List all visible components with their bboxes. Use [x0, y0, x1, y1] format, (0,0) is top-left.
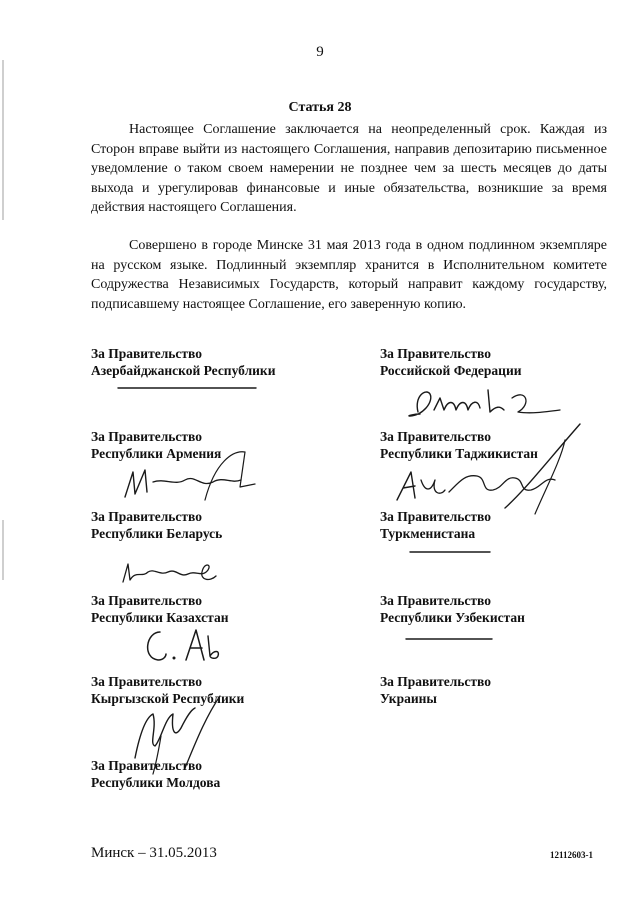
signature-armenia	[105, 442, 265, 512]
article-paragraph: Настоящее Соглашение заключается на неопределенный срок. Каждая из Сторон вправе выйти из настоящего Соглашения, направив депозитарию письменное уведомление о таком своем намерении не позднее чем за шесть месяцев до даты выхода и урегулировав финансовые и иные обязательства, возникшие за время действия настоящего Соглашения.	[91, 122, 607, 216]
signatory-country: Российской Федерации	[380, 363, 522, 378]
signatory-kazakhstan	[91, 592, 228, 626]
signatory-country: Азербайджанской Республики	[91, 363, 276, 378]
signatory-country: Туркменистана	[380, 526, 476, 541]
signatory-country: Украины	[380, 691, 437, 706]
signatory-country: Республики Казахстан	[91, 610, 229, 625]
signatory-country: Республики Молдова	[91, 775, 221, 790]
signature-belarus	[118, 550, 228, 590]
signatory-heading: За Правительство	[380, 509, 491, 524]
signature-tajikistan	[385, 420, 585, 515]
signatory-turkmenistan	[380, 508, 491, 542]
signatory-ukraine	[380, 673, 491, 707]
page-number: 9	[316, 44, 324, 60]
signatory-heading: За Правительство	[91, 758, 202, 773]
signatory-moldova	[91, 757, 220, 791]
footer-doc-code: 12112603-1	[550, 850, 594, 860]
article-title: Статья 28	[288, 100, 352, 115]
signatory-heading: За Правительство	[91, 509, 202, 524]
signatory-heading: За Правительство	[380, 593, 491, 608]
signatory-heading: За Правительство	[91, 429, 202, 444]
signature-kazakhstan	[138, 622, 228, 667]
scan-margin-mark	[2, 60, 4, 220]
signature-line	[410, 549, 495, 555]
signatory-country: Республики Таджикистан	[380, 446, 538, 461]
signatory-heading: За Правительство	[91, 674, 202, 689]
signatory-country: Кыргызской Республики	[91, 691, 245, 706]
signature-line	[406, 636, 496, 642]
signatory-heading: За Правительство	[380, 429, 491, 444]
signatory-uzbekistan	[380, 592, 525, 626]
signatory-country: Республики Беларусь	[91, 526, 223, 541]
signatory-country: Республики Армения	[91, 446, 222, 461]
footer-city-date: Минск – 31.05.2013	[91, 845, 217, 861]
signatory-country: Республики Узбекистан	[380, 610, 525, 625]
signatory-belarus	[91, 508, 222, 542]
signatory-heading: За Правительство	[380, 346, 491, 361]
scan-margin-mark	[2, 520, 4, 580]
signatory-heading: За Правительство	[91, 346, 202, 361]
signature-line	[118, 385, 258, 391]
signatory-heading: За Правительство	[380, 674, 491, 689]
signatory-russia	[380, 345, 522, 379]
signatory-heading: За Правительство	[91, 593, 202, 608]
signatory-azerbaijan	[91, 345, 276, 379]
closing-paragraph: Совершено в городе Минске 31 мая 2013 года в одном подлинном экземпляре на русском языке. Подлинный экземпляр хранится в Исполнительном комитете Содружества Независимых Государств, который направит каждому государству, подписавшему настоящее Соглашение, его заверенную копию.	[91, 238, 607, 312]
